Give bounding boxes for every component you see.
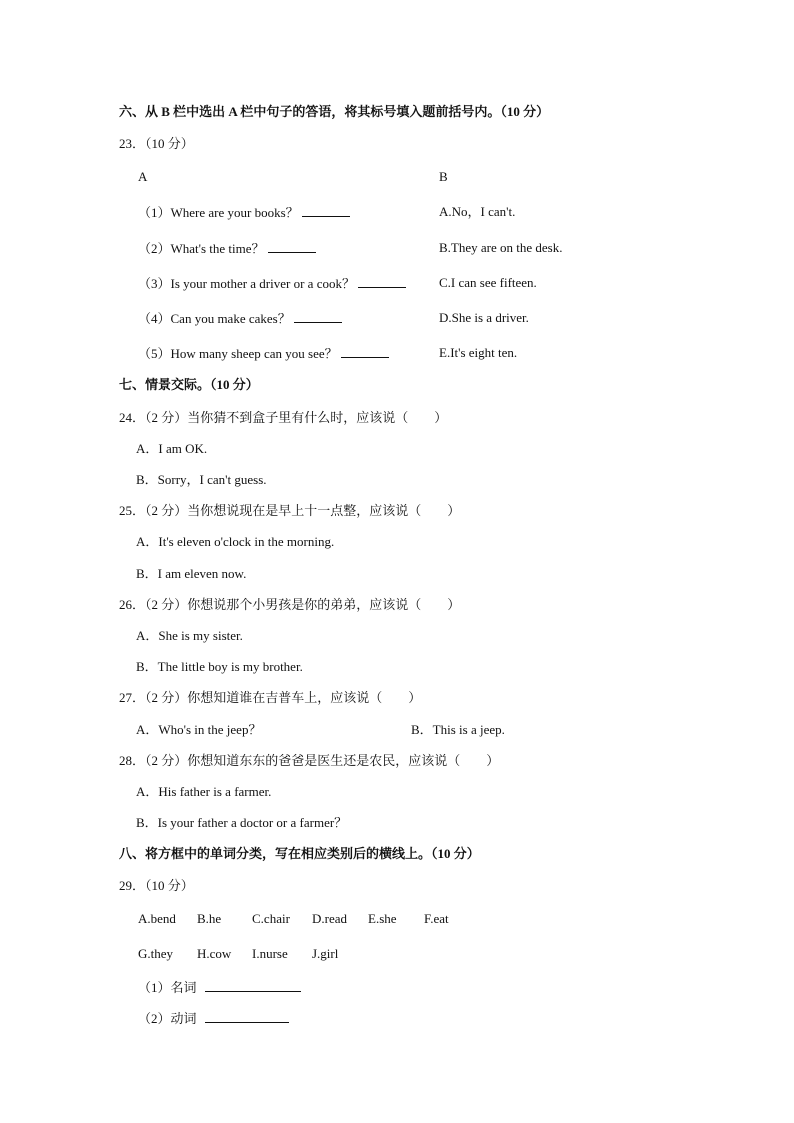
word-option: C.chair: [252, 911, 290, 926]
question-28-stem: 28．（2 分）你想知道东东的爸爸是医生还是农民，应该说（ ）: [119, 753, 500, 768]
match-item-a2-text: （2）What's the time？: [138, 241, 265, 256]
match-item-b3: C.I can see fifteen.: [439, 275, 537, 290]
question-25-option-b[interactable]: B．I am eleven now.: [136, 566, 247, 581]
question-24-option-a[interactable]: A．I am OK.: [136, 441, 208, 456]
question-28-option-b[interactable]: B．Is your father a doctor or a farmer？: [136, 815, 348, 830]
column-b-header: B: [439, 169, 448, 184]
match-item-a5-text: （5）How many sheep can you see？: [138, 346, 338, 361]
word-option: J.girl: [312, 946, 339, 961]
answer-blank[interactable]: [341, 345, 389, 358]
match-item-b5: E.It's eight ten.: [439, 345, 518, 360]
answer-blank[interactable]: [302, 204, 350, 217]
category-noun-label: （1）名词: [138, 980, 197, 995]
answer-blank[interactable]: [358, 275, 406, 288]
match-item-a3: [138, 275, 406, 292]
question-28-option-a[interactable]: A．His father is a farmer.: [136, 784, 272, 799]
answer-blank[interactable]: [205, 1010, 289, 1023]
answer-blank[interactable]: [205, 979, 301, 992]
question-27-stem: 27．（2 分）你想知道谁在吉普车上，应该说（ ）: [119, 690, 422, 705]
category-verb: [138, 1010, 289, 1027]
match-item-b1: A.No，I can't.: [439, 204, 516, 219]
match-item-a1-text: （1）Where are your books？: [138, 205, 299, 220]
question-25-stem: 25．（2 分）当你想说现在是早上十一点整，应该说（ ）: [119, 503, 461, 518]
match-item-a3-text: （3）Is your mother a driver or a cook？: [138, 276, 355, 291]
word-option: B.he: [197, 911, 222, 926]
match-item-a5: [138, 345, 389, 362]
word-option: D.read: [312, 911, 348, 926]
word-option: F.eat: [424, 911, 449, 926]
category-verb-label: （2）动词: [138, 1011, 197, 1026]
match-item-b2: B.They are on the desk.: [439, 240, 563, 255]
match-item-a4: [138, 310, 342, 327]
question-27-option-a[interactable]: A．Who's in the jeep？: [136, 722, 262, 737]
section-8-title: 八、将方框中的单词分类，写在相应类别后的横线上。（10 分）: [119, 846, 480, 861]
question-23-label: 23．（10 分）: [119, 136, 194, 151]
match-item-a1: [138, 204, 350, 221]
question-24-stem: 24．（2 分）当你猜不到盒子里有什么时，应该说（ ）: [119, 410, 448, 425]
question-25-option-a[interactable]: A．It's eleven o'clock in the morning.: [136, 534, 335, 549]
column-a-header: A: [138, 169, 148, 184]
match-item-b4: D.She is a driver.: [439, 310, 529, 325]
match-item-a2: [138, 240, 316, 257]
section-7-title: 七、情景交际。（10 分）: [119, 377, 259, 392]
match-item-a4-text: （4）Can you make cakes？: [138, 311, 291, 326]
question-24-option-b[interactable]: B．Sorry，I can't guess.: [136, 472, 267, 487]
word-option: E.she: [368, 911, 397, 926]
word-option: G.they: [138, 946, 174, 961]
category-noun: [138, 979, 301, 996]
answer-blank[interactable]: [294, 310, 342, 323]
question-26-option-a[interactable]: A．She is my sister.: [136, 628, 243, 643]
word-option: H.cow: [197, 946, 232, 961]
section-6-title: 六、从 B 栏中选出 A 栏中句子的答语，将其标号填入题前括号内。（10 分）: [119, 104, 550, 119]
answer-blank[interactable]: [268, 240, 316, 253]
word-option: I.nurse: [252, 946, 288, 961]
question-26-stem: 26．（2 分）你想说那个小男孩是你的弟弟，应该说（ ）: [119, 597, 461, 612]
question-29-label: 29．（10 分）: [119, 878, 194, 893]
question-27-option-b[interactable]: B．This is a jeep.: [411, 722, 505, 737]
question-26-option-b[interactable]: B．The little boy is my brother.: [136, 659, 303, 674]
word-option: A.bend: [138, 911, 176, 926]
